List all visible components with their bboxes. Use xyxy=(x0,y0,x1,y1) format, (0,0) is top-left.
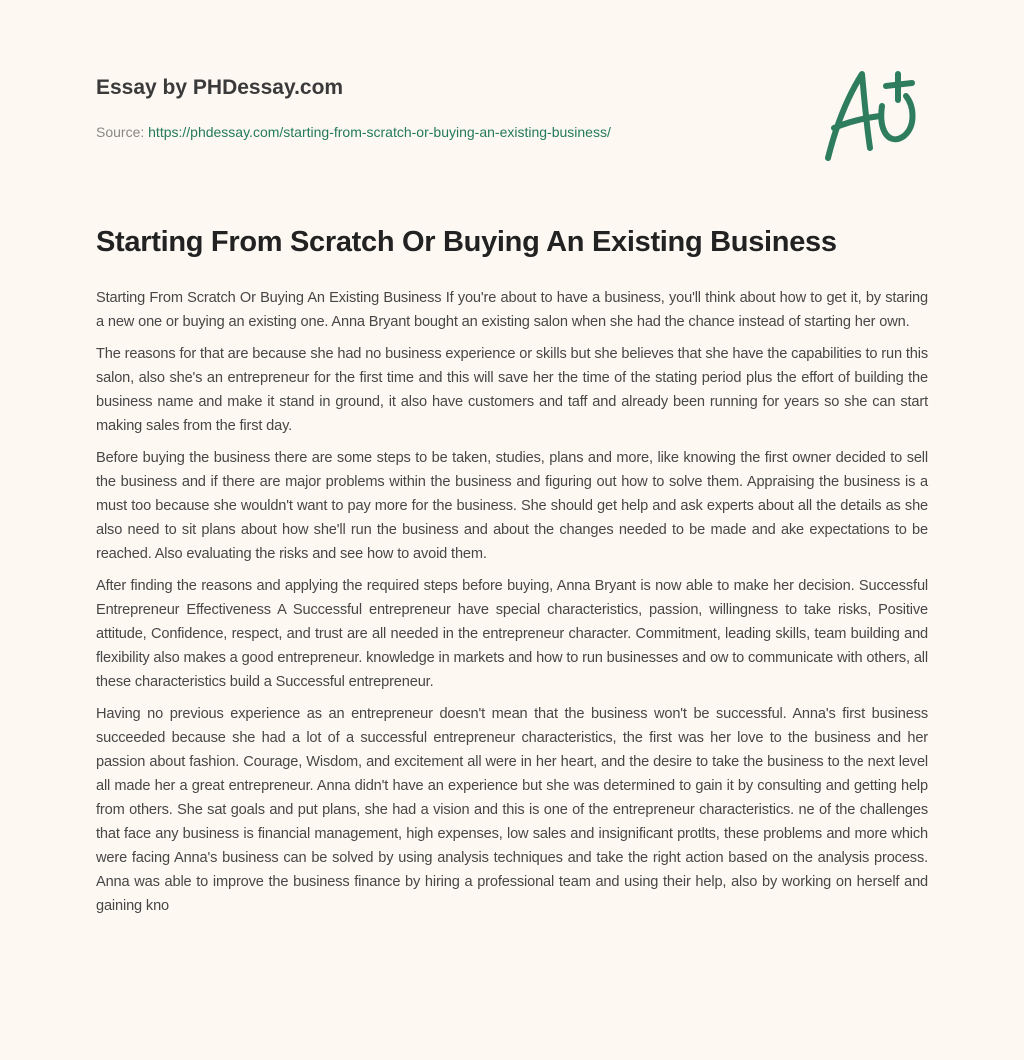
source-link[interactable]: https://phdessay.com/starting-from-scratch-or-buying-an-existing-business/ xyxy=(148,124,611,140)
essay-paragraph: The reasons for that are because she had no business experience or skills but she believes that she have the capabilities to run this salon, also she's an entrepreneur for the first time and this will save her the time of the stating period plus the effort of building the business name and make it stand in ground, it also have customers and taff and already been running for years so she can start making sales from the first day. xyxy=(96,346,928,434)
essay-paragraph: Before buying the business there are some steps to be taken, studies, plans and more, like knowing the first owner decided to sell the business and if there are major problems within the business and figuring out how to solve them. Appraising the business is a must too because she wouldn't want to pay more for the business. She should get help and ask experts about all the details as she also need to sit plans about how she'll run the business and about the changes needed to be made and ake expectations to be reached. Also evaluating the risks and see how to avoid them. xyxy=(96,450,928,562)
essay-paragraph: Having no previous experience as an entrepreneur doesn't mean that the business won't be successful. Anna's first business succeeded because she had a lot of a successful entrepreneur characteristics, the first was her love to the business and her passion about fashion. Courage, Wisdom, and excitement all were in her heart, and the desire to take the business to the next level all made her a great entrepreneur. Anna didn't have an experience but she was determined to gain it by consulting and getting help from others. She sat goals and put plans, she had a vision and this is one of the entrepreneur characteristics. ne of the challenges that face any business is financial management, high expenses, low sales and insignificant protlts, these problems and more which were facing Anna's business can be solved by using analysis techniques and take the right action based on the analysis process. Anna was able to improve the business finance by hiring a professional team and using their help, also by working on herself and gaining kno xyxy=(96,706,928,914)
source-label: Source: xyxy=(96,124,145,140)
essay-paragraph: Starting From Scratch Or Buying An Existing Business If you're about to have a business, you'll think about how to get it, by staring a new one or buying an existing one. Anna Bryant bought an existing salon when she had the chance instead of starting her own. xyxy=(96,290,928,330)
essay-title: Starting From Scratch Or Buying An Existing Business xyxy=(96,226,837,258)
site-title: Essay by PHDessay.com xyxy=(96,76,344,99)
source-line xyxy=(96,124,611,140)
essay-paragraphs xyxy=(96,286,928,926)
a-plus-logo-icon xyxy=(818,66,928,166)
page-header xyxy=(0,0,1024,200)
essay-paragraph: After finding the reasons and applying the required steps before buying, Anna Bryant is now able to make her decision. Successful Entrepreneur Effectiveness A Successful entrepreneur have special characteristics, passion, willingness to take risks, Positive attitude, Confidence, respect, and trust are all needed in the entrepreneur character. Commitment, leading skills, team building and flexibility also makes a good entrepreneur. knowledge in markets and how to run businesses and ow to communicate with others, all these characteristics build a Successful entrepreneur. xyxy=(96,578,928,690)
